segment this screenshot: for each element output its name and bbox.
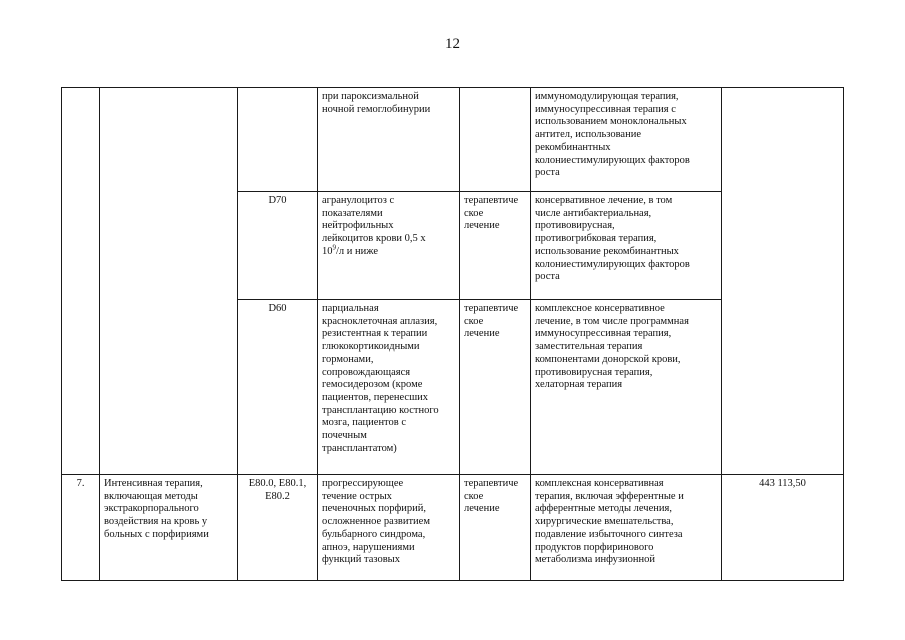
cost-cell xyxy=(722,300,844,475)
treatment-method-cell: комплексное консервативное лечение, в том числе программная иммуносупрессивная терапия, заместительная терапия компонентами донорской крови, противовирусная терапия, хелаторная терапия xyxy=(531,300,722,475)
services-table xyxy=(61,87,844,581)
table-row xyxy=(62,475,844,581)
treatment-method-cell: иммуномодулирующая терапия, иммуносупрессивная терапия с использованием моноклональных антител, использование рекомбинантных колониестимулирующих факторов роста xyxy=(531,88,722,192)
table-row xyxy=(62,88,844,192)
treatment-type-cell: терапевтиче ское лечение xyxy=(460,192,531,300)
cost-cell xyxy=(722,88,844,192)
cost-cell: 443 113,50 xyxy=(722,475,844,581)
row-number-cell xyxy=(62,300,100,475)
service-name-cell xyxy=(100,88,238,192)
row-number-cell xyxy=(62,192,100,300)
exponent: 9 xyxy=(332,243,336,252)
icd-code-cell: E80.0, E80.1, E80.2 xyxy=(238,475,318,581)
table-row xyxy=(62,192,844,300)
service-name-cell: Интенсивная терапия, включающая методы экстракорпорального воздействия на кровь у больных с порфириями xyxy=(100,475,238,581)
patient-model-cell: парциальная красноклеточная аплазия, резистентная к терапии глюкокортикоидными гормонами, сопровождающаяся гемосидерозом (кроме пациентов, перенесших трансплантацию костного мозга, пациентов с почечным трансплантатом) xyxy=(318,300,460,475)
row-number-cell: 7. xyxy=(62,475,100,581)
treatment-type-cell xyxy=(460,88,531,192)
table-row xyxy=(62,300,844,475)
patient-model-cell: при пароксизмальной ночной гемоглобинурии xyxy=(318,88,460,192)
icd-code-cell: D70 xyxy=(238,192,318,300)
icd-code-cell: D60 xyxy=(238,300,318,475)
patient-model-text: агранулоцитоз с показателями нейтрофильных лейкоцитов крови 0,5 х 10 xyxy=(322,195,426,257)
service-name-cell xyxy=(100,192,238,300)
treatment-method-cell: консервативное лечение, в том числе антибактериальная, противовирусная, противогрибковая терапия, использование рекомбинантных колониестимулирующих факторов роста xyxy=(531,192,722,300)
icd-code-cell xyxy=(238,88,318,192)
patient-model-cell: прогрессирующее течение острых печеночных порфирий, осложненное развитием бульбарного синдрома, апноэ, нарушениями функций тазовых xyxy=(318,475,460,581)
page-number: 12 xyxy=(445,36,460,52)
treatment-type-cell: терапевтиче ское лечение xyxy=(460,300,531,475)
service-name-cell xyxy=(100,300,238,475)
patient-model-unit: /л и ниже xyxy=(336,245,379,257)
treatment-method-cell: комплексная консервативная терапия, включая эфферентные и афферентные методы лечения, хирургические вмешательства, подавление избыточного синтеза продуктов порфиринового метаболизма инфузионной xyxy=(531,475,722,581)
patient-model-cell xyxy=(318,192,460,300)
cost-cell xyxy=(722,192,844,300)
treatment-type-cell: терапевтиче ское лечение xyxy=(460,475,531,581)
row-number-cell xyxy=(62,88,100,192)
